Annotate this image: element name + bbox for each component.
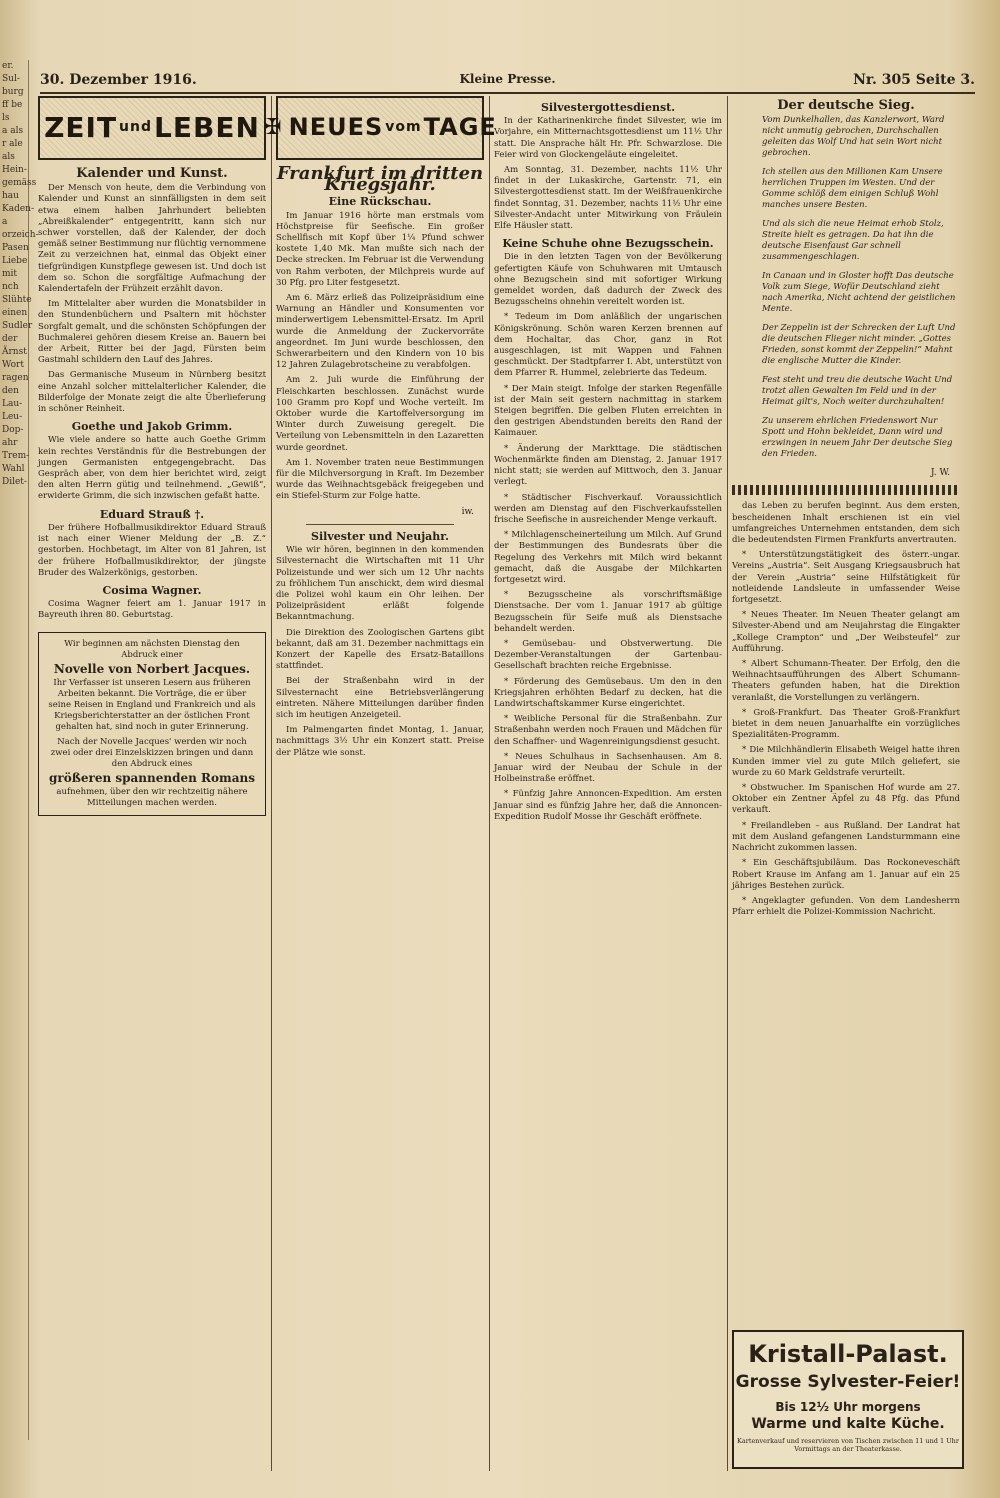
left-strip-fragment: Sudler bbox=[2, 321, 33, 331]
article-heading: Silvestergottesdienst. bbox=[540, 101, 676, 114]
news-item: * Änderung der Markttage. Die städtischen Wochenmärkte finden am Dienstag, 2. Januar 1917 nicht statt; sie werden auf Mittwoch, den 3. Januar verlegt. bbox=[494, 443, 722, 488]
article-paragraph: In der Katharinenkirche findet Silvester, wie im Vorjahre, ein Mitternachtsgottesdienst um 11½ Uhr statt. Die Ansprache hält Hr. Pfr. Schwarzlose. Die Feier wird von Glockengeläute eingeleitet. bbox=[494, 116, 722, 160]
left-strip-fragment: ragen bbox=[2, 373, 29, 383]
kristall-palast-advertisement bbox=[732, 1330, 964, 1469]
section-masthead-zeit-und-leben: ZEIT und LEBEN bbox=[38, 96, 266, 160]
article-paragraph: Cosima Wagner feiert am 1. Januar 1917 in Bayreuth ihren 80. Geburtstag. bbox=[38, 599, 266, 621]
main-headline: Frankfurt im dritten Kriegsjahr. bbox=[276, 163, 484, 196]
section-masthead-neues-vom-tage: ✠ NEUES vom TAGE bbox=[276, 96, 484, 160]
left-strip-fragment: nch bbox=[2, 282, 19, 292]
column-neues-vom-tage bbox=[263, 96, 497, 1471]
article-heading: Silvester und Neujahr. bbox=[311, 529, 449, 543]
left-strip-fragment: Pasen bbox=[2, 243, 29, 253]
column-rule bbox=[271, 96, 272, 1471]
divider bbox=[306, 524, 454, 525]
news-item: * Städtischer Fischverkauf. Voraussichtlich werden am Dienstag auf den Fischverkaufsstellen frische Seefische in ausreichender Menge verkauft. bbox=[494, 492, 722, 525]
article-paragraph: Im Mittelalter aber wurden die Monatsbilder in den Stundenbüchern und Psaltern mit höchster Sorgfalt gemalt, und die schönsten Schöpfungen der Buchmalerei gehören diesem Kreise an. Bauern bei der Arbeit, Ritter bei der Jagd, Fürsten beim Gastmahl schildern den Lauf des Jahres. bbox=[38, 299, 266, 366]
news-item: * Neues Schulhaus in Sachsenhausen. Am 8. Januar wird der Neubau der Schule in der Holbeinstraße eröffnet. bbox=[494, 751, 722, 785]
novel-announcement-box: Wir beginnen am nächsten Dienstag den Abdruck einer Novelle von Norbert Jacques. Ihr Verfasser ist unseren Lesern aus früheren Arbeiten bekannt. Die Vorträge, die er über seine Reisen in England und Frankreich und als Kriegsberichterstatter an der östlichen Front gehalten hat, sind noch in guter Erinnerung. Nach der Novelle Jacques' werden wir noch zwei oder drei Einzelskizzen bringen und dann den Abdruck eines größeren spannenden Romans aufnehmen, über den wir rechtzeitig nähere Mitteilungen machen werden. bbox=[38, 632, 266, 816]
left-strip-fragment: orzeich- bbox=[2, 230, 39, 240]
left-strip-fragment: Dop- bbox=[2, 425, 24, 435]
article-paragraph: Am 1. November traten neue Bestimmungen für die Milchversorgung in Kraft. Im Dezember wurde das Weihnachtsgebäck freigegeben und ein Stiefel-Sturm zur Folge hatte. bbox=[276, 457, 484, 502]
page-header bbox=[40, 70, 975, 94]
left-strip-fragment: als bbox=[2, 152, 15, 162]
article-paragraph: Das Germanische Museum in Nürnberg besitzt eine Anzahl solcher mittelalterlicher Kalender, die Bilderfolge der Monate zeigt die alte Überlieferung in schöner Reinheit. bbox=[38, 370, 266, 415]
news-item: * Die Milchhändlerin Elisabeth Weigel hatte ihren Kunden immer viel zu gute Milch geliefert, sie wurde zu 60 Mark Geldstrafe verurteilt. bbox=[732, 745, 960, 778]
news-item: * Bezugsscheine als vorschriftsmäßige Dienstsache. Der vom 1. Januar 1917 ab gültige Bezugsschein für Seife muß als Dienstsache behandelt werden. bbox=[494, 590, 722, 634]
left-strip-fragment: Wahl bbox=[2, 464, 25, 474]
article-paragraph: Wie viele andere so hatte auch Goethe Grimm kein rechtes Verständnis für die Bestrebungen der jungen Germanisten entgegengebracht. Das Gespräch aber, von dem hier berichtet wird, zeigt den alten Herrn gütig und teilnehmend. „Gewiß“, erwiderte Grimm, die sich inzwischen gefaßt hatte. bbox=[38, 435, 266, 502]
column-zeit-und-leben bbox=[38, 96, 266, 1471]
article-heading: Cosima Wagner. bbox=[102, 583, 202, 597]
article-heading: Keine Schuhe ohne Bezugsschein. bbox=[502, 237, 714, 251]
ad-venue-name: Kristall-Palast. bbox=[748, 1340, 948, 1368]
news-item: * Tedeum im Dom anläßlich der ungarischen Königskrönung. Schön waren Kerzen brennen auf dem Hochaltar, das Chor, ganz in Rot ausgeschlagen, ist mit Wappen und Fahnen geschmückt. Der Stadtpfarrer I. Abt, unterstützt von dem Pfarrer R. Hummel, zelebrierte das Tedeum. bbox=[494, 312, 722, 379]
article-paragraph: Im Palmengarten findet Montag, 1. Januar, nachmittags 3½ Uhr ein Konzert statt. Preise der Plätze wie sonst. bbox=[276, 725, 484, 758]
left-strip-fragment: Wort bbox=[2, 360, 24, 370]
news-item: * Neues Theater. Im Neuen Theater gelangt am Silvester-Abend und am Neujahrstag die Eingakter „Kollege Crampton“ und „Der Weibsteufel“ zur Aufführung. bbox=[732, 610, 960, 654]
left-strip-fragment: ff be bbox=[2, 100, 23, 110]
left-strip-fragment: ls bbox=[2, 113, 10, 123]
news-item: * Ein Geschäftsjubiläum. Das Rockoneveschäft Robert Krause im Anfang am 1. Januar auf ein 25 jähriges Bestehen zurück. bbox=[732, 858, 960, 891]
article-heading: Kalender und Kunst. bbox=[76, 166, 228, 181]
ad-event: Grosse Sylvester-Feier! bbox=[735, 1372, 961, 1392]
left-strip-fragment: den bbox=[2, 386, 19, 396]
column-rule bbox=[489, 96, 490, 1471]
left-strip-fragment: Sul- bbox=[2, 74, 20, 84]
article-paragraph: das Leben zu berufen beginnt. Aus dem ersten, bescheidenen Inhalt erschienen ist ein viel umfangreiches Unternehmen entstanden, dem sich die bedeutendsten Firmen Frankfurts anvertrauten. bbox=[732, 501, 960, 546]
column-local-news bbox=[494, 96, 722, 1471]
ornament-divider bbox=[732, 485, 960, 495]
header-date: 30. Dezember 1916. bbox=[40, 72, 197, 88]
left-strip-fragment: hau bbox=[2, 191, 19, 201]
article-heading: Goethe und Jakob Grimm. bbox=[71, 420, 233, 434]
column-rule bbox=[727, 96, 728, 1471]
article-paragraph: Bei der Straßenbahn wird in der Silvesternacht eine Betriebsverlängerung eintreten. Nähere Mitteilungen darüber finden sich im heutigen Anzeigeteil. bbox=[276, 676, 484, 720]
left-strip-fragment: einen bbox=[2, 308, 28, 318]
left-strip-fragment: ahr bbox=[2, 438, 18, 448]
left-strip-fragment: Dilet- bbox=[2, 477, 27, 487]
left-strip-fragment: der bbox=[2, 334, 18, 344]
novel-title-2: größeren spannenden Romans bbox=[49, 770, 255, 785]
left-strip-fragment: Trem- bbox=[2, 451, 30, 461]
news-item: * Förderung des Gemüsebaus. Um den in den Kriegsjahren erhöhten Bedarf zu decken, hat die Landwirtschaftskammer Kurse eingerichtet. bbox=[494, 676, 722, 709]
article-paragraph: Der Mensch von heute, dem die Verbindung von Kalender und Kunst an sinnfälligsten in dem seit etwa einem halben Jahrhundert beliebten „Abreißkalender“ entgegentritt, kann sich nur schwer vorstellen, daß der Kalender, der doch gemäß seiner Bestimmung nur flüchtig vernommene Zeit zu verzeichnen hat, einmal das Objekt einer tiefgründigen Kunstpflege gewesen ist. Und doch ist dem so. Schon die sorgfältige Aufmachung der Kalendertafeln der Frühzeit erzählt davon. bbox=[38, 183, 266, 295]
article-paragraph: Am Sonntag, 31. Dezember, nachts 11½ Uhr findet in der Lukaskirche, Gartenstr. 71, ein Silvestergottesdienst statt. Im der Weißfrauenkirche findet Sonntag, 31. Dezember, nachts 11½ Uhr eine Silvester-Andacht unter Mitwirkung von Fräulein Elfe Häusler statt. bbox=[494, 165, 722, 232]
left-strip-fragment: Ärnst bbox=[2, 347, 27, 357]
left-strip-fragment: gemäss bbox=[2, 178, 37, 188]
news-item: * Freilandleben – aus Rußland. Der Landrat hat mit dem Ausland gefangenen Landsturmmann eine Nachricht zukommen lassen. bbox=[732, 820, 960, 854]
novel-title: Novelle von Norbert Jacques. bbox=[53, 661, 251, 676]
poem-stanza: Und als sich die neue Heimat erhob Stolz, Streite hielt es getragen. Da hat ihn die deutsche Eisenfaust Gar schnell zusammengeschlagen. bbox=[762, 219, 944, 263]
news-item: * Obstwucher. Im Spanischen Hof wurde am 27. Oktober ein Zentner Äpfel zu 48 Pfg. das Pfund verkauft. bbox=[732, 783, 960, 816]
left-strip-fragment: mit bbox=[2, 269, 18, 279]
poem-stanza: Fest steht und treu die deutsche Wacht Und trotzt allen Gewalten Im Feld und in der Heimat gilt's, Noch weiter durchzuhalten! bbox=[762, 375, 953, 408]
news-item: * Fünfzig Jahre Annoncen-Expedition. Am ersten Januar sind es fünfzig Jahre her, daß die Annoncen-Expedition Rudolf Mosse ihr Geschäft eröffnete. bbox=[494, 789, 722, 822]
left-strip-fragment: burg bbox=[2, 87, 24, 97]
left-strip-fragment: r ale bbox=[2, 139, 23, 149]
poem-stanza: Vom Dunkelhallen, das Kanzlerwort, Ward nicht unmutig gebrochen, Durchschallen geleiten das Wolf Und hat sein Wort nicht gebrochen. bbox=[762, 115, 945, 159]
news-item: * Unterstützungstätigkeit des österr.-ungar. Vereins „Austria“. Seit Ausgang Kriegsausbruch hat der Verein „Austria“ seine Hilfstätigkeit für notleidende Landsleute in umfassender Weise fortgesetzt. bbox=[732, 550, 960, 606]
left-strip-fragment: Lau- bbox=[2, 399, 23, 409]
poem-title: Der deutsche Sieg. bbox=[777, 98, 915, 113]
news-item: * Milchlagenscheinerteilung um Milch. Auf Grund der Bestimmungen des Bundesrats über die Regelung des Verkehrs mit Milch wird bekannt gemacht, daß die Ausgabe der Milchkarten fortgesetzt wird. bbox=[494, 530, 722, 585]
left-margin-strip bbox=[0, 60, 39, 1440]
sub-headline: Eine Rückschau. bbox=[328, 195, 432, 209]
article-paragraph: Wie wir hören, beginnen in den kommenden Silvesternacht die Wirtschaften mit 11 Uhr Polizeistunde und wer sich um 12 Uhr nachts zu fröhlichem Tun anschickt, dem wird diesmal die Polizei wohl kaum ein Ohr leihen. Der Polizeipräsident erläßt folgende Bekanntmachung. bbox=[276, 545, 484, 623]
article-paragraph: Die Direktion des Zoologischen Gartens gibt bekannt, daß am 31. Dezember nachmittags ein Konzert der Kapelle des Ersatz-Bataillons stattfindet. bbox=[276, 627, 484, 672]
poem-stanza: Zu unserem ehrlichen Friedenswort Nur Spott und Hohn bekleidet, Dann wird und erzwingen in neuem Jahr Der deutsche Sieg den Frieden. bbox=[762, 416, 953, 460]
ad-fine-print: Kartenverkauf und reservieren von Tischen zwischen 11 und 1 Uhr Vormittags an der Theaterkasse. bbox=[737, 1437, 959, 1453]
poem bbox=[762, 115, 960, 460]
article-heading: Eduard Strauß †. bbox=[99, 507, 205, 521]
left-strip-fragment: Hein- bbox=[2, 165, 27, 175]
poem-stanza: Der Zeppelin ist der Schrecken der Luft Und die deutschen Flieger nicht minder. „Gottes Frieden, sonst kommt der Zeppelin!“ Mahnt die englische Mutter die Kinder. bbox=[762, 323, 956, 367]
news-item: * Weibliche Personal für die Straßenbahn. Zur Straßenbahn werden noch Frauen und Mädchen für den Schaffner- und Wagenreinigungsdienst gesucht. bbox=[494, 714, 722, 747]
left-strip-fragment: a als bbox=[2, 126, 24, 136]
article-paragraph: Am 6. März erließ das Polizeipräsidium eine Warnung an Händler und Konsumenten vor minderwertigem Lebensmittel-Ersatz. Im April wurde die Anmeldung der Zuckervorräte angeordnet. Im Juni wurde beschlossen, den Schwerarbeitern und den Kindern von 10 bis 12 Jahren Zulagebrotscheine zu verabfolgen. bbox=[276, 293, 484, 371]
news-item: * Groß-Frankfurt. Das Theater Groß-Frankfurt bietet in dem neuen Januarhalfte ein vorzügliches Spezialitäten-Programm. bbox=[732, 707, 960, 741]
ad-food: Warme und kalte Küche. bbox=[751, 1416, 945, 1432]
article-paragraph: Der frühere Hofballmusikdirektor Eduard Strauß ist nach einer Wiener Meldung der „B. Z.“ gestorben. Hochbetagt, im Alter von 81 Jahren, ist der frühere Hofballmusikdirektor, der jüngste Bruder des Walzerkönigs, gestorben. bbox=[38, 522, 266, 578]
poem-stanza: In Canaan und in Gloster hofft Das deutsche Volk zum Siege, Wofür Deutschland zieht nach Amerika, Nicht achtend der geistlichen Mente. bbox=[762, 271, 956, 315]
news-item: * Gemüsebau- und Obstverwertung. Die Dezember-Veranstaltungen der Gartenbau-Gesellschaft brachten reiche Ergebnisse. bbox=[494, 638, 722, 672]
article-signature: iw. bbox=[461, 506, 474, 517]
column-poem-and-notices bbox=[732, 96, 960, 1324]
news-item: * Albert Schumann-Theater. Der Erfolg, den die Weihnachtsaufführungen des Albert Schumann-Theaters gefunden haben, hat die Direktion veranlaßt, die Vorstellungen zu verlängern. bbox=[732, 659, 960, 703]
left-strip-fragment: Kaden- bbox=[2, 204, 35, 214]
ad-time: Bis 12½ Uhr morgens bbox=[775, 1400, 921, 1414]
poem-stanza: Ich stellen aus den Millionen Kam Unsere herrlichen Truppen im Westen. Und der Gomme schlöß dem einigen Schluß Wohl manches unsere Besten. bbox=[762, 167, 943, 211]
left-strip-fragment: a bbox=[2, 217, 8, 227]
article-paragraph: Am 2. Juli wurde die Einführung der Fleischkarten beschlossen. Zunächst wurde 100 Gramm pro Kopf und Woche verteilt. Im Oktober wurde die Kartoffelversorgung im Winter durch Zuweisung geregelt. Die Verteilung von Lebensmitteln in den Lazaretten wurde geordnet. bbox=[276, 375, 484, 453]
left-strip-fragment: Leu- bbox=[2, 412, 23, 422]
news-item: * Der Main steigt. Infolge der starken Regenfälle ist der Main seit gestern nachmittag in starkem Steigen begriffen. Die gelben Fluten erreichten in den gestrigen Abendstunden bereits den Rand der Kaimauer. bbox=[494, 383, 722, 439]
news-item: * Angeklagter gefunden. Von dem Landesherrn Pfarr erhielt die Polizei-Kommission Nachricht. bbox=[732, 895, 960, 918]
left-strip-fragment: er. bbox=[2, 61, 14, 71]
eagle-icon: ✠ bbox=[263, 115, 283, 141]
poem-signature: J. W. bbox=[930, 468, 950, 479]
header-issue: Nr. 305 Seite 3. bbox=[853, 72, 975, 88]
left-strip-fragment: Liebe bbox=[2, 256, 28, 266]
left-strip-fragment: Slühte bbox=[2, 295, 32, 305]
article-paragraph: Die in den letzten Tagen von der Bevölkerung gefertigten Käufe von Schuhwaren mit Umtausch ohne Bezugschein sind mit sofortiger Wirkung gemeldet worden, daß dadurch der Zweck des Bezugsscheins ohnehin vereitelt worden ist. bbox=[494, 252, 722, 308]
article-paragraph: Im Januar 1916 hörte man erstmals vom Höchstpreise für Seefische. Ein großer Schellfisch mit Kopf über 1¼ Pfund schwer kostete 1,40 Mk. Man mußte sich nach der Decke strecken. Im Februar ist die Verwendung von Rahm verboten, der Milchpreis wurde auf 30 Pfg. pro Liter festgesetzt. bbox=[276, 210, 484, 288]
header-paper-name: Kleine Presse. bbox=[459, 72, 556, 86]
